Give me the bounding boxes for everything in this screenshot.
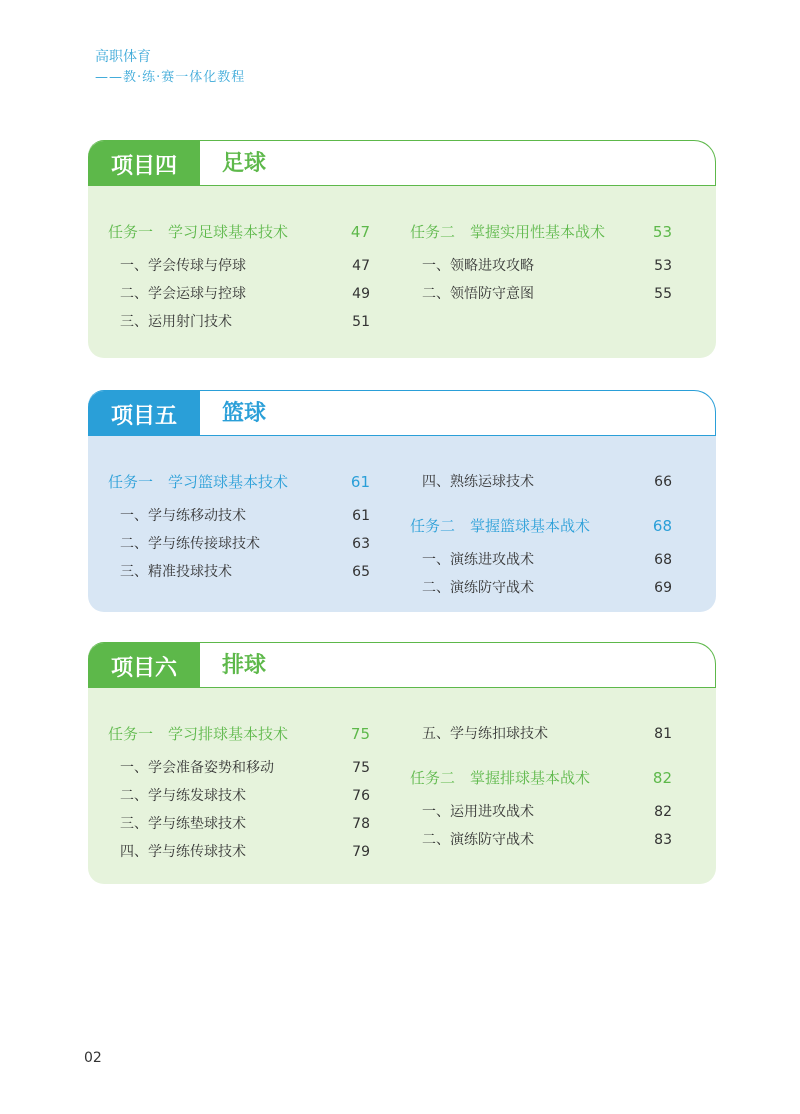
toc-page: 66 [654,474,672,490]
toc-task-row[interactable] [410,512,672,540]
toc-text: 四、学与练传球技术 [120,844,246,860]
toc-task-row[interactable] [410,218,672,246]
toc-text: 任务一 学习篮球基本技术 [108,473,289,491]
toc-page: 69 [654,580,672,596]
toc-item-row[interactable] [108,308,370,336]
toc-item-row[interactable] [410,546,672,574]
toc-item-row[interactable] [108,838,370,866]
toc-item-row[interactable] [108,530,370,558]
toc-item-row[interactable] [108,558,370,586]
toc-text: 二、学与练传接球技术 [120,536,260,552]
toc-page: 83 [654,832,672,848]
toc-text: 五、学与练扣球技术 [422,726,548,742]
toc-item-row[interactable] [410,798,672,826]
toc-text: 一、领略进攻攻略 [422,258,534,274]
toc-page: 61 [350,473,370,491]
toc-text: 二、领悟防守意图 [422,286,534,302]
toc-column-right [410,720,672,854]
toc-page: 53 [654,258,672,274]
toc-task-row[interactable] [410,764,672,792]
toc-page: 55 [654,286,672,302]
toc-item-row[interactable] [410,280,672,308]
toc-page: 63 [352,536,370,552]
book-subtitle: ——教·练·赛一体化教程 [95,70,246,85]
toc-item-row[interactable] [410,720,672,748]
toc-text: 任务二 掌握排球基本战术 [410,769,591,787]
toc-page: 78 [352,816,370,832]
project-body [88,186,716,358]
toc-text: 一、学与练移动技术 [120,508,246,524]
project-section-basketball [88,390,716,612]
project-body [88,688,716,884]
project-section-football [88,140,716,358]
toc-text: 任务二 掌握篮球基本战术 [410,517,591,535]
toc-item-row[interactable] [108,810,370,838]
toc-page: 75 [350,725,370,743]
toc-page: 49 [352,286,370,302]
project-name: 足球 [222,151,267,176]
toc-text: 二、学与练发球技术 [120,788,246,804]
toc-item-row[interactable] [108,502,370,530]
toc-text: 任务一 学习足球基本技术 [108,223,289,241]
toc-item-row[interactable] [108,782,370,810]
project-header [88,390,716,436]
toc-item-row[interactable] [410,252,672,280]
toc-text: 四、熟练运球技术 [422,474,534,490]
toc-text: 一、演练进攻战术 [422,552,534,568]
toc-task-row[interactable] [108,468,370,496]
project-label: 项目五 [88,391,200,437]
page-number: 02 [84,1050,102,1066]
toc-column-left [108,218,370,336]
toc-text: 一、学会传球与停球 [120,258,246,274]
toc-column-left [108,468,370,586]
toc-text: 三、运用射门技术 [120,314,232,330]
project-header [88,140,716,186]
toc-item-row[interactable] [108,252,370,280]
toc-page: 82 [654,804,672,820]
toc-text: 二、演练防守战术 [422,580,534,596]
toc-task-row[interactable] [108,720,370,748]
toc-page: 65 [352,564,370,580]
toc-text: 三、学与练垫球技术 [120,816,246,832]
toc-item-row[interactable] [410,468,672,496]
toc-item-row[interactable] [108,280,370,308]
toc-column-left [108,720,370,866]
toc-page: 81 [654,726,672,742]
toc-text: 任务一 学习排球基本技术 [108,725,289,743]
book-title: 高职体育 [95,49,151,65]
toc-page: 47 [350,223,370,241]
project-body [88,436,716,612]
toc-page: 68 [652,517,672,535]
book-header [95,48,245,88]
project-header [88,642,716,688]
toc-page: 68 [654,552,672,568]
project-label: 项目六 [88,643,200,689]
toc-task-row[interactable] [108,218,370,246]
project-label: 项目四 [88,141,200,187]
toc-text: 二、学会运球与控球 [120,286,246,302]
toc-page: 51 [352,314,370,330]
toc-page: 76 [352,788,370,804]
toc-page: 82 [652,769,672,787]
toc-item-row[interactable] [410,826,672,854]
toc-page: 61 [352,508,370,524]
toc-page: 79 [352,844,370,860]
project-section-volleyball [88,642,716,884]
project-name: 篮球 [222,401,267,426]
toc-item-row[interactable] [108,754,370,782]
toc-text: 三、精准投球技术 [120,564,232,580]
toc-item-row[interactable] [410,574,672,602]
toc-page: 47 [352,258,370,274]
toc-column-right [410,468,672,602]
toc-page: 75 [352,760,370,776]
toc-page: 53 [652,223,672,241]
toc-text: 一、运用进攻战术 [422,804,534,820]
project-name: 排球 [222,653,267,678]
toc-text: 一、学会准备姿势和移动 [120,760,274,776]
toc-text: 任务二 掌握实用性基本战术 [410,223,606,241]
toc-column-right [410,218,672,308]
toc-text: 二、演练防守战术 [422,832,534,848]
